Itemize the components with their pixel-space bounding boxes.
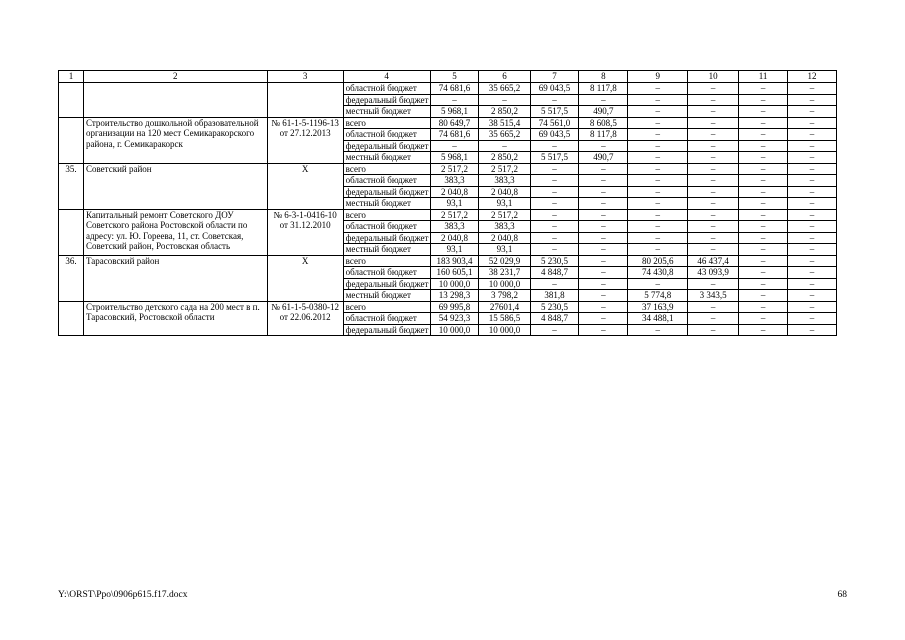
amount-cell: 34 488,1 — [628, 313, 688, 325]
amount-cell: – — [530, 186, 579, 198]
amount-cell: 2 040,8 — [430, 186, 479, 198]
amount-cell: – — [628, 175, 688, 187]
footer-file-path: Y:\ORST\Ppo\0906p615.f17.docx — [58, 590, 188, 600]
amount-cell: – — [688, 94, 739, 106]
amount-cell: – — [430, 140, 479, 152]
funding-source: всего — [343, 255, 430, 267]
funding-source: всего — [343, 163, 430, 175]
amount-cell: 93,1 — [430, 198, 479, 210]
amount-cell: – — [788, 140, 837, 152]
funding-source: всего — [343, 117, 430, 129]
amount-cell: 2 517,2 — [479, 163, 530, 175]
footer-page-number: 68 — [837, 590, 847, 600]
amount-cell: – — [688, 163, 739, 175]
column-header: 10 — [688, 71, 739, 83]
amount-cell: – — [739, 129, 788, 141]
object-name: Строительство детского сада на 200 мест в п. Тарасовский, Ростовской области — [83, 301, 267, 336]
amount-cell: – — [739, 244, 788, 256]
amount-cell: – — [688, 117, 739, 129]
amount-cell: 2 850,2 — [479, 152, 530, 164]
amount-cell: – — [788, 244, 837, 256]
amount-cell: – — [788, 83, 837, 95]
column-header: 11 — [739, 71, 788, 83]
amount-cell: 8 117,8 — [579, 83, 628, 95]
amount-cell: – — [788, 209, 837, 221]
funding-source: местный бюджет — [343, 152, 430, 164]
amount-cell: – — [530, 232, 579, 244]
amount-cell: – — [739, 221, 788, 233]
amount-cell: – — [479, 94, 530, 106]
object-name: Тарасовский район — [83, 255, 267, 301]
amount-cell: – — [739, 140, 788, 152]
amount-cell: – — [688, 152, 739, 164]
amount-cell: – — [788, 221, 837, 233]
amount-cell: – — [579, 278, 628, 290]
amount-cell: 10 000,0 — [430, 278, 479, 290]
funding-source: всего — [343, 209, 430, 221]
amount-cell: – — [530, 94, 579, 106]
amount-cell: – — [688, 186, 739, 198]
object-name: Капитальный ремонт Советского ДОУ Советского района Ростовской области по адресу: ул. Ю. Гореева, 11, ст. Советская, Советский район, Ростовская область — [83, 209, 267, 255]
registration-number: Х — [267, 255, 343, 301]
amount-cell: 5 230,5 — [530, 301, 579, 313]
column-header: 7 — [530, 71, 579, 83]
amount-cell: – — [788, 94, 837, 106]
amount-cell: – — [628, 94, 688, 106]
amount-cell: 93,1 — [479, 198, 530, 210]
column-header: 5 — [430, 71, 479, 83]
column-header: 4 — [343, 71, 430, 83]
amount-cell: – — [579, 175, 628, 187]
column-header: 8 — [579, 71, 628, 83]
amount-cell: – — [739, 324, 788, 336]
amount-cell: 5 968,1 — [430, 106, 479, 118]
amount-cell: 46 437,4 — [688, 255, 739, 267]
funding-source: местный бюджет — [343, 198, 430, 210]
registration-number — [267, 83, 343, 118]
amount-cell: – — [688, 221, 739, 233]
funding-source: областной бюджет — [343, 313, 430, 325]
amount-cell: – — [688, 175, 739, 187]
row-number — [59, 301, 84, 336]
amount-cell: – — [739, 186, 788, 198]
amount-cell: 74 561,0 — [530, 117, 579, 129]
amount-cell: – — [579, 244, 628, 256]
funding-source: местный бюджет — [343, 106, 430, 118]
funding-source: местный бюджет — [343, 244, 430, 256]
amount-cell: 3 343,5 — [688, 290, 739, 302]
column-header: 3 — [267, 71, 343, 83]
funding-source: областной бюджет — [343, 83, 430, 95]
amount-cell: 38 515,4 — [479, 117, 530, 129]
amount-cell: – — [530, 244, 579, 256]
amount-cell: 10 000,0 — [479, 324, 530, 336]
amount-cell: 2 040,8 — [479, 232, 530, 244]
amount-cell: – — [579, 94, 628, 106]
amount-cell: – — [688, 198, 739, 210]
amount-cell: – — [739, 94, 788, 106]
amount-cell: – — [788, 278, 837, 290]
amount-cell: 5 774,8 — [628, 290, 688, 302]
amount-cell: 2 040,8 — [430, 232, 479, 244]
table-row — [59, 163, 837, 175]
amount-cell: 8 117,8 — [579, 129, 628, 141]
row-number — [59, 117, 84, 163]
amount-cell: 69 995,8 — [430, 301, 479, 313]
funding-source: федеральный бюджет — [343, 324, 430, 336]
amount-cell: – — [739, 290, 788, 302]
amount-cell: – — [688, 278, 739, 290]
amount-cell: 4 848,7 — [530, 313, 579, 325]
funding-source: областной бюджет — [343, 267, 430, 279]
amount-cell: – — [579, 198, 628, 210]
table-row — [59, 83, 837, 95]
amount-cell: 35 665,2 — [479, 83, 530, 95]
amount-cell: – — [628, 106, 688, 118]
amount-cell: – — [739, 267, 788, 279]
amount-cell: – — [579, 232, 628, 244]
amount-cell: – — [688, 244, 739, 256]
amount-cell: 160 605,1 — [430, 267, 479, 279]
amount-cell: 52 029,9 — [479, 255, 530, 267]
amount-cell: – — [628, 117, 688, 129]
amount-cell: – — [739, 313, 788, 325]
amount-cell: – — [688, 140, 739, 152]
amount-cell: – — [628, 129, 688, 141]
amount-cell: – — [628, 324, 688, 336]
amount-cell: – — [788, 324, 837, 336]
table-row — [59, 117, 837, 129]
column-header: 6 — [479, 71, 530, 83]
amount-cell: – — [739, 209, 788, 221]
amount-cell: 80 205,6 — [628, 255, 688, 267]
amount-cell: – — [579, 209, 628, 221]
funding-source: федеральный бюджет — [343, 278, 430, 290]
amount-cell: – — [688, 83, 739, 95]
amount-cell: 74 681,6 — [430, 129, 479, 141]
amount-cell: – — [688, 106, 739, 118]
amount-cell: 80 649,7 — [430, 117, 479, 129]
amount-cell: 74 430,8 — [628, 267, 688, 279]
amount-cell: 10 000,0 — [430, 324, 479, 336]
amount-cell: 490,7 — [579, 152, 628, 164]
object-name — [83, 83, 267, 118]
amount-cell: – — [788, 290, 837, 302]
amount-cell: – — [788, 198, 837, 210]
row-number: 35. — [59, 163, 84, 209]
column-header: 1 — [59, 71, 84, 83]
funding-source: федеральный бюджет — [343, 94, 430, 106]
registration-number: № 61-1-5-1196-13 от 27.12.2013 — [267, 117, 343, 163]
amount-cell: – — [788, 175, 837, 187]
amount-cell: – — [688, 324, 739, 336]
amount-cell: 37 163,9 — [628, 301, 688, 313]
registration-number: № 6-3-1-0416-10 от 31.12.2010 — [267, 209, 343, 255]
object-name: Советский район — [83, 163, 267, 209]
amount-cell: – — [788, 186, 837, 198]
amount-cell: – — [788, 152, 837, 164]
amount-cell: – — [739, 175, 788, 187]
amount-cell: – — [688, 129, 739, 141]
amount-cell: – — [739, 278, 788, 290]
amount-cell: – — [739, 301, 788, 313]
amount-cell: – — [688, 301, 739, 313]
column-header-row — [59, 71, 837, 83]
amount-cell: – — [788, 255, 837, 267]
amount-cell: 93,1 — [479, 244, 530, 256]
amount-cell: – — [530, 175, 579, 187]
amount-cell: – — [628, 163, 688, 175]
amount-cell: – — [579, 186, 628, 198]
table-row — [59, 255, 837, 267]
amount-cell: 2 517,2 — [479, 209, 530, 221]
amount-cell: – — [628, 232, 688, 244]
amount-cell: 8 608,5 — [579, 117, 628, 129]
budget-table — [58, 70, 837, 336]
amount-cell: – — [788, 106, 837, 118]
amount-cell: 381,8 — [530, 290, 579, 302]
funding-source: федеральный бюджет — [343, 232, 430, 244]
amount-cell: 5 968,1 — [430, 152, 479, 164]
amount-cell: 3 798,2 — [479, 290, 530, 302]
amount-cell: – — [579, 290, 628, 302]
amount-cell: 5 517,5 — [530, 106, 579, 118]
amount-cell: 93,1 — [430, 244, 479, 256]
amount-cell: – — [628, 198, 688, 210]
amount-cell: – — [579, 301, 628, 313]
amount-cell: – — [788, 117, 837, 129]
amount-cell: – — [530, 324, 579, 336]
registration-number: № 61-1-5-0380-12 от 22.06.2012 — [267, 301, 343, 336]
column-header: 2 — [83, 71, 267, 83]
column-header: 9 — [628, 71, 688, 83]
object-name: Строительство дошкольной образовательной организации на 120 мест Семикаракорского района, г. Семикаракорск — [83, 117, 267, 163]
amount-cell: 490,7 — [579, 106, 628, 118]
amount-cell: 5 230,5 — [530, 255, 579, 267]
amount-cell: 5 517,5 — [530, 152, 579, 164]
amount-cell: – — [739, 255, 788, 267]
amount-cell: – — [788, 232, 837, 244]
row-number — [59, 83, 84, 118]
table-row — [59, 301, 837, 313]
amount-cell: – — [739, 232, 788, 244]
amount-cell: 35 665,2 — [479, 129, 530, 141]
amount-cell: – — [739, 152, 788, 164]
row-number — [59, 209, 84, 255]
amount-cell: – — [628, 221, 688, 233]
amount-cell: 4 848,7 — [530, 267, 579, 279]
amount-cell: – — [739, 163, 788, 175]
amount-cell: 27601,4 — [479, 301, 530, 313]
amount-cell: 383,3 — [479, 175, 530, 187]
amount-cell: – — [788, 267, 837, 279]
table-row — [59, 209, 837, 221]
amount-cell: 383,3 — [430, 175, 479, 187]
amount-cell: 54 923,3 — [430, 313, 479, 325]
funding-source: федеральный бюджет — [343, 140, 430, 152]
amount-cell: – — [530, 221, 579, 233]
amount-cell: – — [628, 83, 688, 95]
funding-source: областной бюджет — [343, 175, 430, 187]
amount-cell: – — [628, 244, 688, 256]
amount-cell: 74 681,6 — [430, 83, 479, 95]
funding-source: областной бюджет — [343, 221, 430, 233]
amount-cell: – — [739, 106, 788, 118]
amount-cell: – — [579, 163, 628, 175]
amount-cell: 38 231,7 — [479, 267, 530, 279]
amount-cell: 2 517,2 — [430, 209, 479, 221]
funding-source: областной бюджет — [343, 129, 430, 141]
amount-cell: 2 850,2 — [479, 106, 530, 118]
amount-cell: – — [430, 94, 479, 106]
amount-cell: – — [579, 324, 628, 336]
amount-cell: – — [739, 198, 788, 210]
amount-cell: – — [688, 209, 739, 221]
amount-cell: – — [628, 152, 688, 164]
amount-cell: 10 000,0 — [479, 278, 530, 290]
amount-cell: – — [479, 140, 530, 152]
amount-cell: – — [628, 140, 688, 152]
amount-cell: 43 093,9 — [688, 267, 739, 279]
amount-cell: 69 043,5 — [530, 129, 579, 141]
column-header: 12 — [788, 71, 837, 83]
amount-cell: – — [688, 232, 739, 244]
amount-cell: – — [579, 313, 628, 325]
amount-cell: – — [530, 140, 579, 152]
amount-cell: 69 043,5 — [530, 83, 579, 95]
amount-cell: 383,3 — [430, 221, 479, 233]
funding-source: федеральный бюджет — [343, 186, 430, 198]
amount-cell: 183 903,4 — [430, 255, 479, 267]
amount-cell: – — [579, 221, 628, 233]
amount-cell: – — [788, 313, 837, 325]
amount-cell: 15 586,5 — [479, 313, 530, 325]
amount-cell: – — [688, 313, 739, 325]
funding-source: всего — [343, 301, 430, 313]
amount-cell: 2 040,8 — [479, 186, 530, 198]
amount-cell: – — [739, 117, 788, 129]
amount-cell: – — [628, 209, 688, 221]
funding-source: местный бюджет — [343, 290, 430, 302]
amount-cell: – — [530, 198, 579, 210]
amount-cell: – — [788, 301, 837, 313]
amount-cell: – — [739, 83, 788, 95]
amount-cell: – — [530, 278, 579, 290]
amount-cell: – — [579, 140, 628, 152]
amount-cell: – — [530, 163, 579, 175]
amount-cell: – — [530, 209, 579, 221]
amount-cell: – — [788, 129, 837, 141]
amount-cell: 383,3 — [479, 221, 530, 233]
amount-cell: – — [579, 267, 628, 279]
amount-cell: 2 517,2 — [430, 163, 479, 175]
amount-cell: – — [628, 278, 688, 290]
registration-number: Х — [267, 163, 343, 209]
amount-cell: – — [788, 163, 837, 175]
amount-cell: – — [579, 255, 628, 267]
amount-cell: – — [628, 186, 688, 198]
amount-cell: 13 298,3 — [430, 290, 479, 302]
row-number: 36. — [59, 255, 84, 301]
